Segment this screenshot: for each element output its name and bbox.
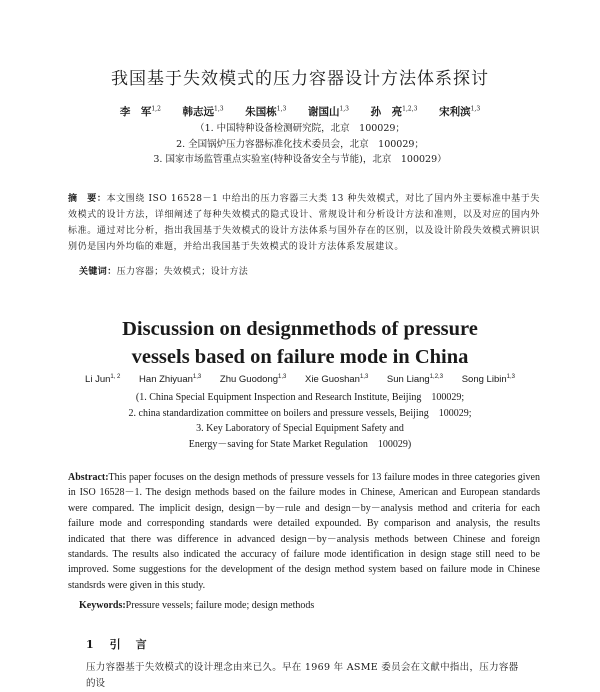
english-author: Li Jun$^{1, 2}$ xyxy=(85,374,121,386)
chinese-affiliations xyxy=(0,121,600,168)
english-author: Song Libin$^{1,3}$ xyxy=(461,374,515,386)
english-abstract-label: Abstract: xyxy=(68,472,109,483)
english-author: Sun Liang$^{1,2,3}$ xyxy=(386,374,444,386)
english-title-line: Discussion on designmethods of pressure xyxy=(122,318,478,340)
english-keywords-text: Pressure vessels; failure mode; design methods xyxy=(125,600,315,611)
body-paragraph-line: 压力容器基于失效模式的设计理念由来已久。早在 1969 年 ASME 委员会在文献中指出，压力容器 xyxy=(86,662,519,673)
chinese-abstract-label: 摘 要： xyxy=(68,194,107,204)
english-affiliations xyxy=(0,390,600,452)
section-number: 1 xyxy=(86,638,96,651)
chinese-author: 宋利滨$^{1,3}$ xyxy=(439,105,481,118)
chinese-authors xyxy=(0,104,600,119)
chinese-affiliation: 2. 全国锅炉压力容器标准化技术委员会，北京 100029； xyxy=(176,138,424,150)
chinese-author: 韩志远$^{1,3}$ xyxy=(182,105,224,118)
english-keywords-label: Keywords: xyxy=(79,600,126,611)
chinese-abstract xyxy=(68,191,540,255)
english-authors xyxy=(0,374,600,385)
chinese-affiliation: （1. 中国特种设备检测研究院，北京 100029； xyxy=(195,123,405,134)
english-affiliation: 2. china standardization committee on boilers and pressure vessels, Beijing 100029; xyxy=(128,407,472,419)
english-affiliation: (1. China Special Equipment Inspection and Research Institute, Beijing 100029; xyxy=(135,392,465,403)
section-heading xyxy=(86,636,149,652)
chinese-keywords xyxy=(79,264,539,277)
chinese-title: 我国基于失效模式的压力容器设计方法体系探讨 xyxy=(111,69,489,89)
english-abstract-text: This paper focuses on the design methods of pressure vessels for 13 failure modes in three categories given in ISO 16528－1. The design methods based on the failure modes in Chinese, American and European standards were compared. The implicit design, design－by－rule and design－by－analysis method and criteria for each failure mode and corresponding standards were detailed expounded. By comparison and analysis, the results indicated that there was difference in advanced design－by－analysis methods between Chinese and foreign standards. The results also indicated the accuracy of failure mode identification in design stage still need to be improved. Some suggestions for the development of the design method system based on failure mode in Chinese standsrds were given in this study. xyxy=(68,472,540,591)
english-author: Han Zhiyuan$^{1,3}$ xyxy=(139,374,202,386)
english-keywords xyxy=(79,600,539,611)
english-author: Xie Guoshan$^{1,3}$ xyxy=(305,374,369,386)
chinese-author: 谢国山$^{1,3}$ xyxy=(307,105,349,118)
english-affiliation: 3. Key Laboratory of Special Equipment Safety and xyxy=(196,423,404,434)
english-title-line: vessels based on failure mode in China xyxy=(131,346,469,368)
section-title: 引 言 xyxy=(109,638,149,651)
chinese-keywords-text: 压力容器；失效模式；设计方法 xyxy=(116,267,249,277)
chinese-abstract-text: 本文围绕 ISO 16528－1 中给出的压力容器三大类 13 种失效模式，对比了国内外主要标准中基于失效模式的设计方法，详细阐述了每种失效模式的隐式设计、常规设计和分析设计方法和准则，以及对应的国内外标准。通过对比分析，指出我国基于失效模式的设计方法体系与国外存在的区别，以及设计阶段失效模式辨识识别仍是国内外均临的难题，并给出我国基于失效模式的设计方法体系发展建议。 xyxy=(68,194,540,252)
chinese-keywords-label: 关键词： xyxy=(79,267,117,277)
english-abstract xyxy=(68,470,540,593)
chinese-affiliation: 3. 国家市场监管重点实验室(特种设备安全与节能)，北京 100029） xyxy=(153,154,447,165)
chinese-author: 李 军$^{1,2}$ xyxy=(119,105,161,118)
body-paragraph-line: 的设 xyxy=(86,678,106,689)
english-title xyxy=(0,315,600,371)
english-author: Zhu Guodong$^{1,3}$ xyxy=(219,374,287,386)
english-affiliation: Energy－saving for State Market Regulation 100029) xyxy=(188,438,412,450)
chinese-author: 朱国栋$^{1,3}$ xyxy=(245,105,287,118)
chinese-author: 孙 亮$^{1,2,3}$ xyxy=(370,105,418,118)
